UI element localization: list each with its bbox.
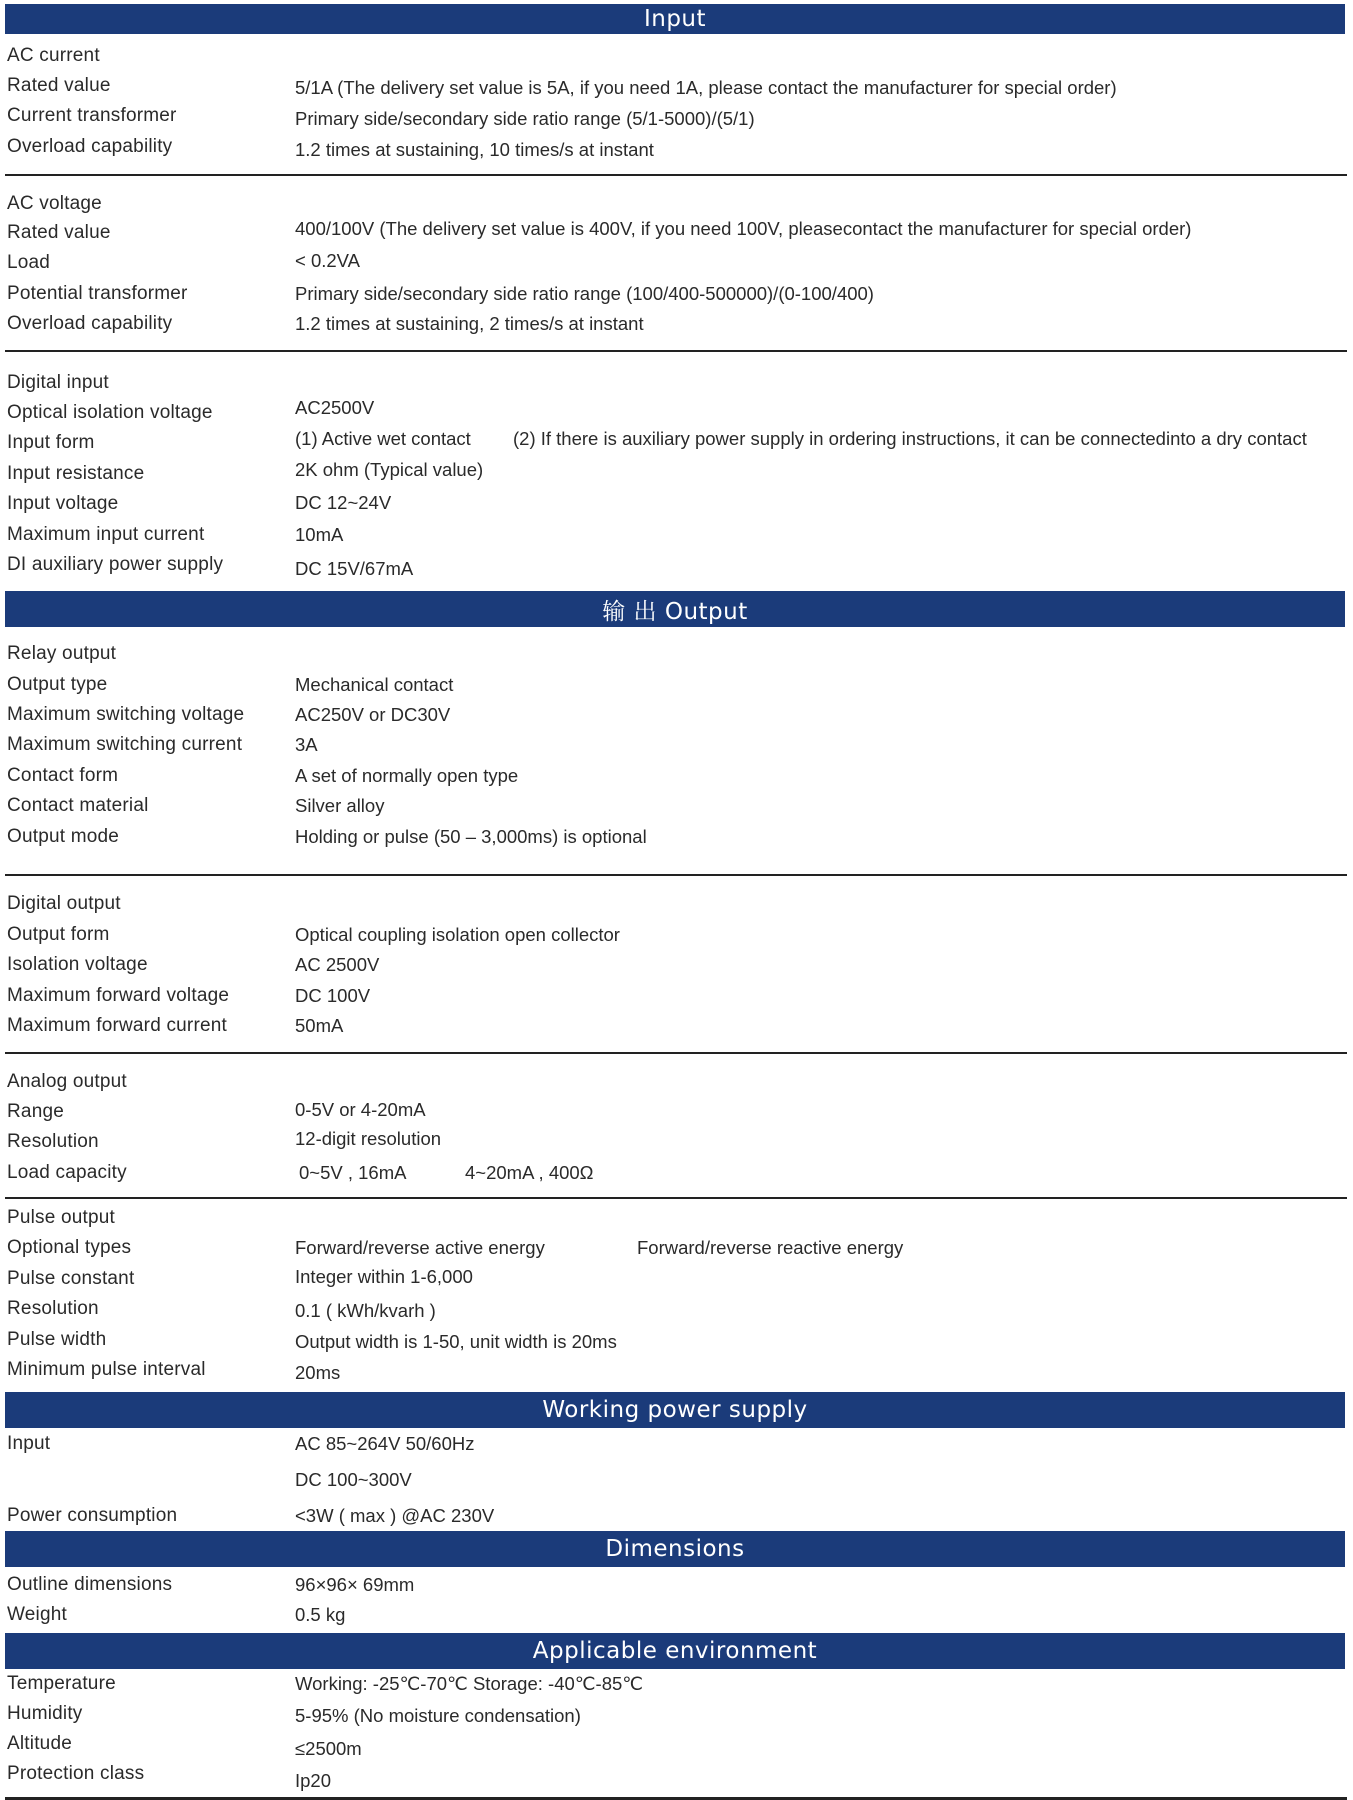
spec-label: Rated value — [7, 222, 111, 243]
spec-value: AC250V or DC30V — [295, 704, 451, 725]
spec-value: 2K ohm (Typical value) — [295, 459, 484, 480]
spec-value: Primary side/secondary side ratio range (100/400-500000)/(0-100/400) — [295, 283, 874, 304]
spec-label: Maximum switching current — [7, 734, 243, 755]
spec-value: 3A — [295, 734, 318, 755]
spec-value: 96×96× 69mm — [295, 1574, 415, 1595]
spec-label: Humidity — [7, 1703, 83, 1724]
spec-value: 0~5V , 16mA — [299, 1162, 407, 1183]
group-heading-analog-output: Analog output — [7, 1071, 127, 1092]
spec-value: 0.1 ( kWh/kvarh ) — [295, 1300, 436, 1321]
group-heading-digital-input: Digital input — [7, 372, 109, 393]
group-heading-ac-current: AC current — [7, 45, 100, 66]
spec-label: Load — [7, 252, 51, 273]
spec-value: 12-digit resolution — [295, 1128, 442, 1149]
spec-value: DC 100~300V — [295, 1469, 412, 1490]
spec-label: Pulse constant — [7, 1268, 135, 1289]
spec-value: 10mA — [295, 524, 344, 545]
section-header-input: Input — [5, 4, 1345, 34]
spec-label: Power consumption — [7, 1505, 178, 1526]
spec-label: Output mode — [7, 826, 120, 847]
spec-label: Input resistance — [7, 463, 145, 484]
spec-label: Weight — [7, 1604, 67, 1625]
spec-value: Holding or pulse (50 – 3,000ms) is optional — [295, 826, 647, 847]
section-divider — [5, 350, 1347, 352]
spec-value: 400/100V (The delivery set value is 400V, if you need 100V, pleasecontact the manufacturer for special order) — [295, 218, 1192, 239]
section-divider — [5, 1197, 1347, 1199]
spec-value: Mechanical contact — [295, 674, 454, 695]
spec-label: Input form — [7, 432, 95, 453]
spec-value-secondary: Forward/reverse reactive energy — [637, 1237, 904, 1258]
section-header-working-power-supply: Working power supply — [5, 1392, 1345, 1428]
spec-label: Maximum forward voltage — [7, 985, 230, 1006]
spec-value: 20ms — [295, 1362, 341, 1383]
spec-value: Integer within 1-6,000 — [295, 1266, 473, 1287]
spec-label: Resolution — [7, 1298, 99, 1319]
spec-value: 5/1A (The delivery set value is 5A, if you need 1A, please contact the manufacturer for special order) — [295, 77, 1117, 98]
spec-value: <3W ( max ) @AC 230V — [295, 1505, 495, 1526]
spec-value: Ip20 — [295, 1770, 332, 1791]
section-divider — [5, 874, 1347, 876]
spec-label: Optional types — [7, 1237, 132, 1258]
spec-value: DC 12~24V — [295, 492, 392, 513]
spec-label: Altitude — [7, 1733, 72, 1754]
spec-value: 0-5V or 4-20mA — [295, 1099, 426, 1120]
spec-value: (1) Active wet contact — [295, 428, 471, 449]
spec-label: Isolation voltage — [7, 954, 148, 975]
spec-label: Overload capability — [7, 136, 173, 157]
spec-label: Input — [7, 1433, 51, 1454]
spec-label: DI auxiliary power supply — [7, 554, 224, 575]
spec-value: 0.5 kg — [295, 1604, 346, 1625]
spec-value: 50mA — [295, 1015, 344, 1036]
spec-value: Silver alloy — [295, 795, 385, 816]
spec-label: Contact material — [7, 795, 149, 816]
group-heading-pulse-output: Pulse output — [7, 1207, 116, 1228]
spec-value: Working: -25℃-70℃ Storage: -40℃-85℃ — [295, 1673, 644, 1694]
spec-value: 1.2 times at sustaining, 2 times/s at instant — [295, 313, 644, 334]
spec-value: < 0.2VA — [295, 250, 360, 271]
spec-label: Contact form — [7, 765, 119, 786]
section-header-dimensions: Dimensions — [5, 1531, 1345, 1567]
spec-value-secondary: 4~20mA , 400Ω — [465, 1162, 594, 1183]
group-heading-relay-output: Relay output — [7, 643, 117, 664]
section-divider — [5, 1052, 1347, 1054]
spec-label: Range — [7, 1101, 64, 1122]
spec-label: Potential transformer — [7, 283, 188, 304]
spec-label: Output type — [7, 674, 108, 695]
spec-value: AC2500V — [295, 397, 375, 418]
section-header-output: 输 出 Output — [5, 591, 1345, 627]
spec-label: Minimum pulse interval — [7, 1359, 206, 1380]
spec-label: Current transformer — [7, 105, 177, 126]
spec-label: Resolution — [7, 1131, 99, 1152]
spec-value: Optical coupling isolation open collector — [295, 924, 620, 945]
spec-value: DC 15V/67mA — [295, 558, 414, 579]
spec-label: Rated value — [7, 75, 111, 96]
spec-label: Maximum switching voltage — [7, 704, 245, 725]
spec-label: Temperature — [7, 1673, 116, 1694]
spec-label: Load capacity — [7, 1162, 127, 1183]
spec-label: Pulse width — [7, 1329, 107, 1350]
spec-label: Optical isolation voltage — [7, 402, 213, 423]
spec-label: Maximum forward current — [7, 1015, 227, 1036]
spec-value: AC 85~264V 50/60Hz — [295, 1433, 475, 1454]
spec-label: Input voltage — [7, 493, 119, 514]
spec-value: Forward/reverse active energy — [295, 1237, 545, 1258]
spec-value: 5-95% (No moisture condensation) — [295, 1705, 581, 1726]
group-heading-digital-output: Digital output — [7, 893, 121, 914]
spec-label: Outline dimensions — [7, 1574, 173, 1595]
spec-label: Protection class — [7, 1763, 145, 1784]
group-heading-ac-voltage: AC voltage — [7, 193, 102, 214]
spec-label: Output form — [7, 924, 110, 945]
spec-value: 1.2 times at sustaining, 10 times/s at instant — [295, 139, 654, 160]
spec-value: ≤2500m — [295, 1738, 362, 1759]
spec-label: Maximum input current — [7, 524, 205, 545]
spec-value-secondary: (2) If there is auxiliary power supply in ordering instructions, it can be connectedinto a dry contact — [513, 428, 1307, 449]
spec-value: Primary side/secondary side ratio range (5/1-5000)/(5/1) — [295, 108, 755, 129]
spec-value: AC 2500V — [295, 954, 380, 975]
section-header-applicable-environment: Applicable environment — [5, 1633, 1345, 1669]
spec-value: DC 100V — [295, 985, 371, 1006]
spec-value: A set of normally open type — [295, 765, 519, 786]
section-divider — [5, 174, 1347, 176]
spec-value: Output width is 1-50, unit width is 20ms — [295, 1331, 617, 1352]
spec-label: Overload capability — [7, 313, 173, 334]
